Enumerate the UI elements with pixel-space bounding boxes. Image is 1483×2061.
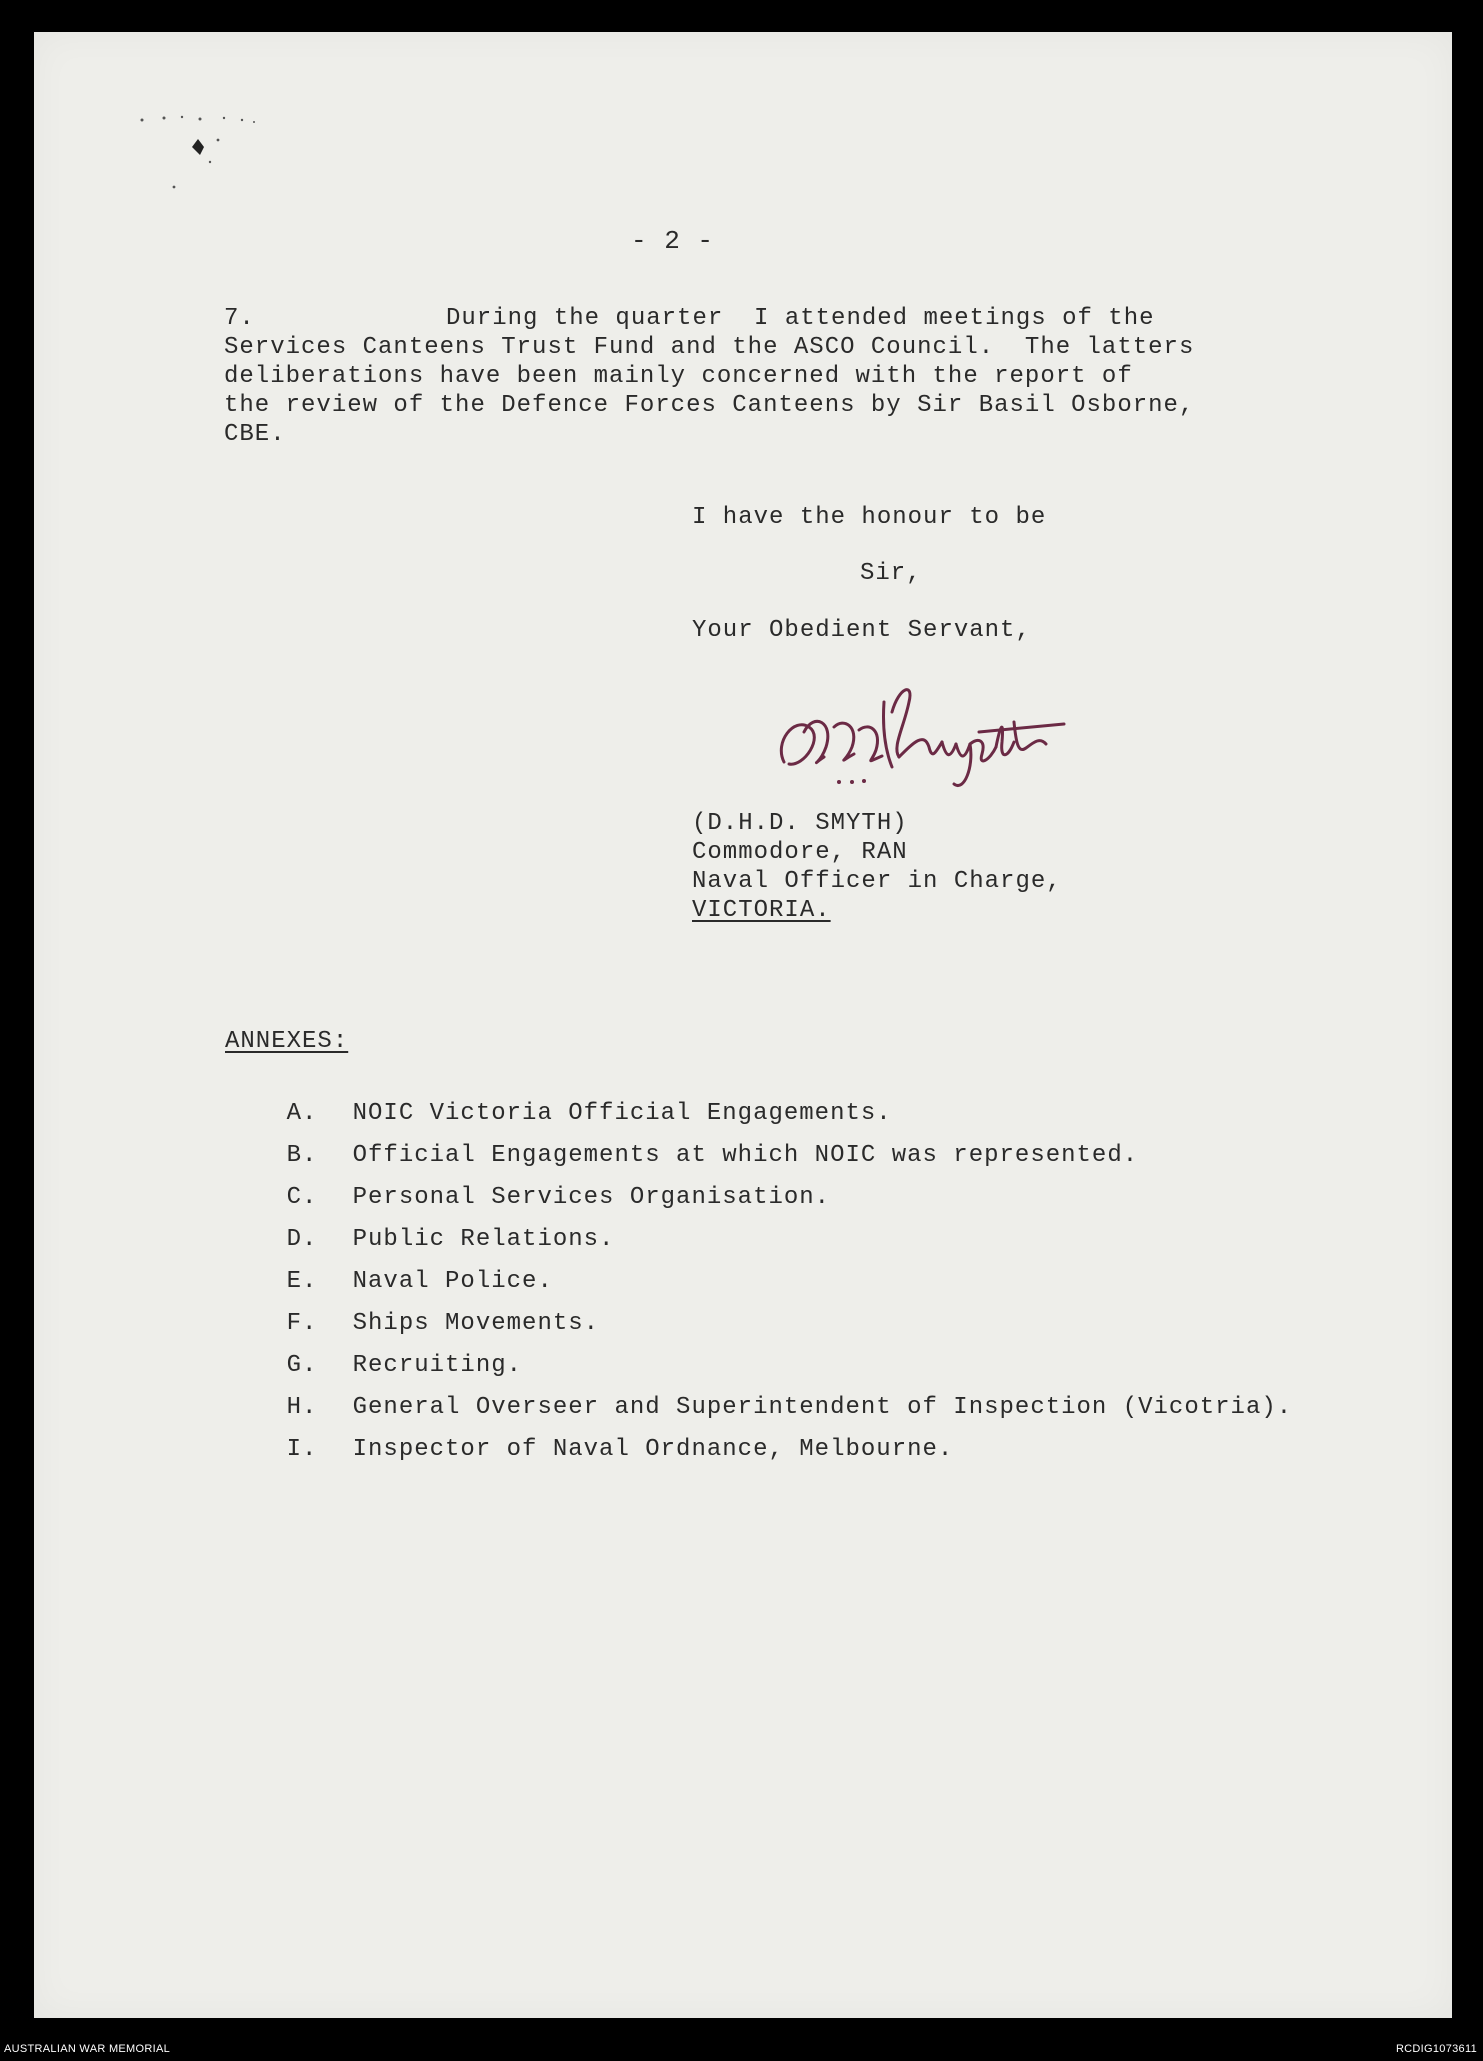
- paragraph-number: 7.: [224, 305, 255, 332]
- handwritten-signature: [764, 672, 1104, 802]
- annex-item: [225, 1408, 953, 1492]
- annex-text: Inspector of Naval Ordnance, Melbourne.: [352, 1436, 954, 1463]
- annex-letter: D.: [286, 1226, 318, 1253]
- annex-letter: B.: [286, 1142, 318, 1169]
- annex-letter: E.: [286, 1268, 318, 1295]
- signatory-rank: Commodore, RAN: [692, 839, 908, 866]
- paragraph-line-3: deliberations have been mainly concerned with the report of: [224, 363, 1133, 390]
- annex-letter: I.: [286, 1436, 318, 1463]
- annex-text: NOIC Victoria Official Engagements.: [352, 1100, 892, 1127]
- annex-text: Naval Police.: [352, 1268, 553, 1295]
- paragraph-line-1: During the quarter I attended meetings of the: [446, 305, 1155, 332]
- closing-line-1: I have the honour to be: [692, 504, 1047, 531]
- closing-salutation: Sir,: [860, 560, 922, 587]
- annex-letter: C.: [286, 1184, 318, 1211]
- annexes-heading: ANNEXES:: [225, 1028, 349, 1055]
- annex-letter: G.: [286, 1352, 318, 1379]
- footer-record-id: RCDIG1073611: [1395, 2043, 1477, 2055]
- footer-archive-name: AUSTRALIAN WAR MEMORIAL: [4, 2043, 171, 2055]
- annex-letter: H.: [286, 1394, 318, 1421]
- paragraph-line-5: CBE.: [224, 421, 286, 448]
- annex-letter: F.: [286, 1310, 318, 1337]
- page-number: - 2 -: [631, 226, 715, 256]
- paragraph-line-2: Services Canteens Trust Fund and the ASCO Council. The latters: [224, 334, 1195, 361]
- annex-text: Public Relations.: [352, 1226, 615, 1253]
- signatory-name: (D.H.D. SMYTH): [692, 810, 908, 837]
- document-page: [34, 32, 1452, 2018]
- annex-text: Personal Services Organisation.: [352, 1184, 831, 1211]
- closing-line-3: Your Obedient Servant,: [692, 617, 1031, 644]
- annex-text: Recruiting.: [352, 1352, 523, 1379]
- annex-text: General Overseer and Superintendent of Inspection (Vicotria).: [352, 1394, 1293, 1421]
- annex-text: Ships Movements.: [352, 1310, 600, 1337]
- paragraph-line-4: the review of the Defence Forces Canteens by Sir Basil Osborne,: [224, 392, 1195, 419]
- signatory-title: Naval Officer in Charge,: [692, 868, 1062, 895]
- signatory-location: VICTORIA.: [692, 897, 831, 924]
- annex-text: Official Engagements at which NOIC was represented.: [352, 1142, 1139, 1169]
- corner-marks: [134, 92, 314, 192]
- annex-letter: A.: [286, 1100, 318, 1127]
